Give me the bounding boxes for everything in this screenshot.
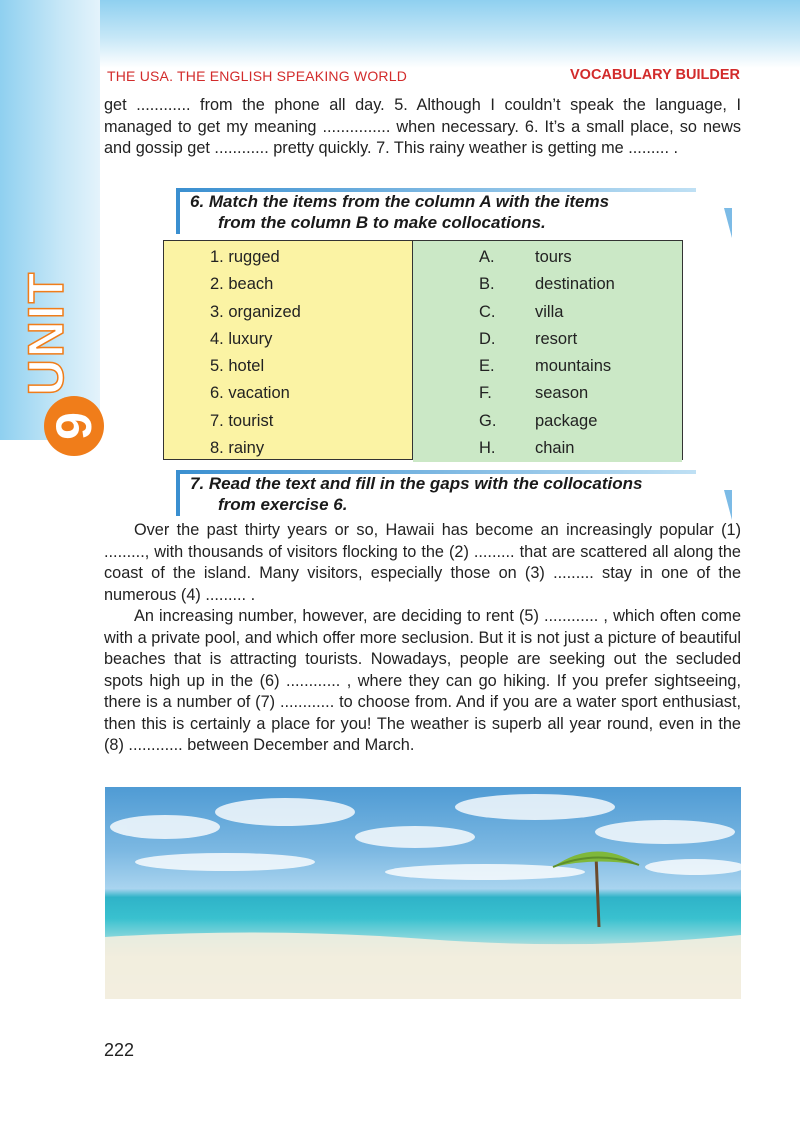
- unit-label: UNIT: [18, 270, 74, 396]
- match-table: [163, 240, 683, 460]
- beach-photo: [105, 787, 741, 999]
- section-category: VOCABULARY BUILDER: [570, 67, 740, 83]
- column-b-value: package: [535, 411, 598, 430]
- exercise7-paragraph: An increasing number, however, are deciding to rent (5) ............ , which often come with a private pool, and which offer more seclusion. But it is not just a picture of beautiful beaches that is attracting tourists. Nowadays, people are seeking out the secluded spots high up in the (6) ............ , where they can go hiking. If you prefer sightseeing, there is a number of (7) ............ to choose from. And if you are a water sport enthusiast, then this is certainly a place for you! The weather is superb all year round, even in the (8) ............ between December and March.: [104, 607, 741, 754]
- column-b-item: [413, 408, 682, 435]
- column-b-value: resort: [535, 329, 578, 348]
- column-b-value: villa: [535, 302, 564, 321]
- column-b-item: [413, 380, 682, 407]
- unit-number-badge: [44, 396, 104, 456]
- unit-number: 9: [46, 412, 102, 440]
- column-b-item: [413, 271, 682, 298]
- exercise6-instruction: [176, 188, 736, 233]
- column-b-letter: B.: [479, 275, 495, 294]
- exercise6-banner: [176, 188, 736, 234]
- column-a-item: 2. beach: [210, 275, 274, 294]
- column-a-item: 7. tourist: [210, 411, 274, 430]
- beach-scene: [105, 787, 741, 999]
- exercise7-line2: from exercise 6.: [218, 494, 348, 514]
- column-a-item: 8. rainy: [210, 439, 265, 458]
- clouds: [110, 794, 741, 880]
- beach-umbrella-icon: [553, 851, 639, 927]
- column-b-letter: A.: [479, 248, 495, 266]
- column-b-letter: H.: [479, 439, 496, 458]
- column-b-letter: F.: [479, 384, 492, 403]
- column-b-item: [413, 299, 682, 326]
- top-gradient-band: [100, 0, 800, 68]
- exercise7-paragraph: Over the past thirty years or so, Hawaii has become an increasingly popular (1) ........., with thousands of visitors flocking to the (2) ......... that are scattered all along the coast of the island. Many visitors, especially those on (3) ......... stay in one of the numerous (4) ......... .: [104, 521, 741, 604]
- column-a-item: 6. vacation: [210, 384, 290, 403]
- column-b-value: season: [535, 384, 589, 403]
- exercise6-line1: 6. Match the items from the column A with the items: [190, 192, 610, 211]
- column-b-value: mountains: [535, 357, 612, 376]
- column-b-value: destination: [535, 275, 615, 294]
- column-b-item: [413, 435, 682, 462]
- column-b-item: [413, 244, 682, 271]
- exercise7-banner: [176, 470, 736, 516]
- column-a: [164, 241, 413, 459]
- column-b-value: tours: [535, 248, 572, 266]
- column-b-letter: C.: [479, 302, 496, 321]
- column-b-item: [413, 353, 682, 380]
- column-b-letter: E.: [479, 357, 495, 376]
- page-number: 222: [104, 1040, 135, 1060]
- exercise7-line1: 7. Read the text and fill in the gaps with the collocations: [190, 474, 643, 493]
- sand: [105, 932, 741, 999]
- intro-paragraph: [104, 95, 741, 160]
- column-a-item: 3. organized: [210, 302, 301, 321]
- exercise7-text: [104, 520, 741, 757]
- exercise6-line2: from the column B to make collocations.: [218, 212, 546, 232]
- column-b-value: chain: [535, 439, 575, 458]
- column-b-item: [413, 326, 682, 353]
- exercise7-instruction: [176, 470, 736, 515]
- section-title: THE USA. THE ENGLISH SPEAKING WORLD: [107, 68, 408, 84]
- column-b: [413, 241, 682, 462]
- column-b-letter: D.: [479, 329, 496, 348]
- column-a-item: 4. luxury: [210, 329, 273, 348]
- intro-text: get ............ from the phone all day. 5. Although I couldn’t speak the language, I managed to get my meaning ............... when necessary. 6. It’s a small place, so news and gossip get ............ pretty quickly. 7. This rainy weather is getting me ......... .: [104, 96, 741, 157]
- column-a-item: 5. hotel: [210, 357, 265, 376]
- column-a-item: 1. rugged: [210, 248, 280, 266]
- column-b-letter: G.: [479, 411, 497, 430]
